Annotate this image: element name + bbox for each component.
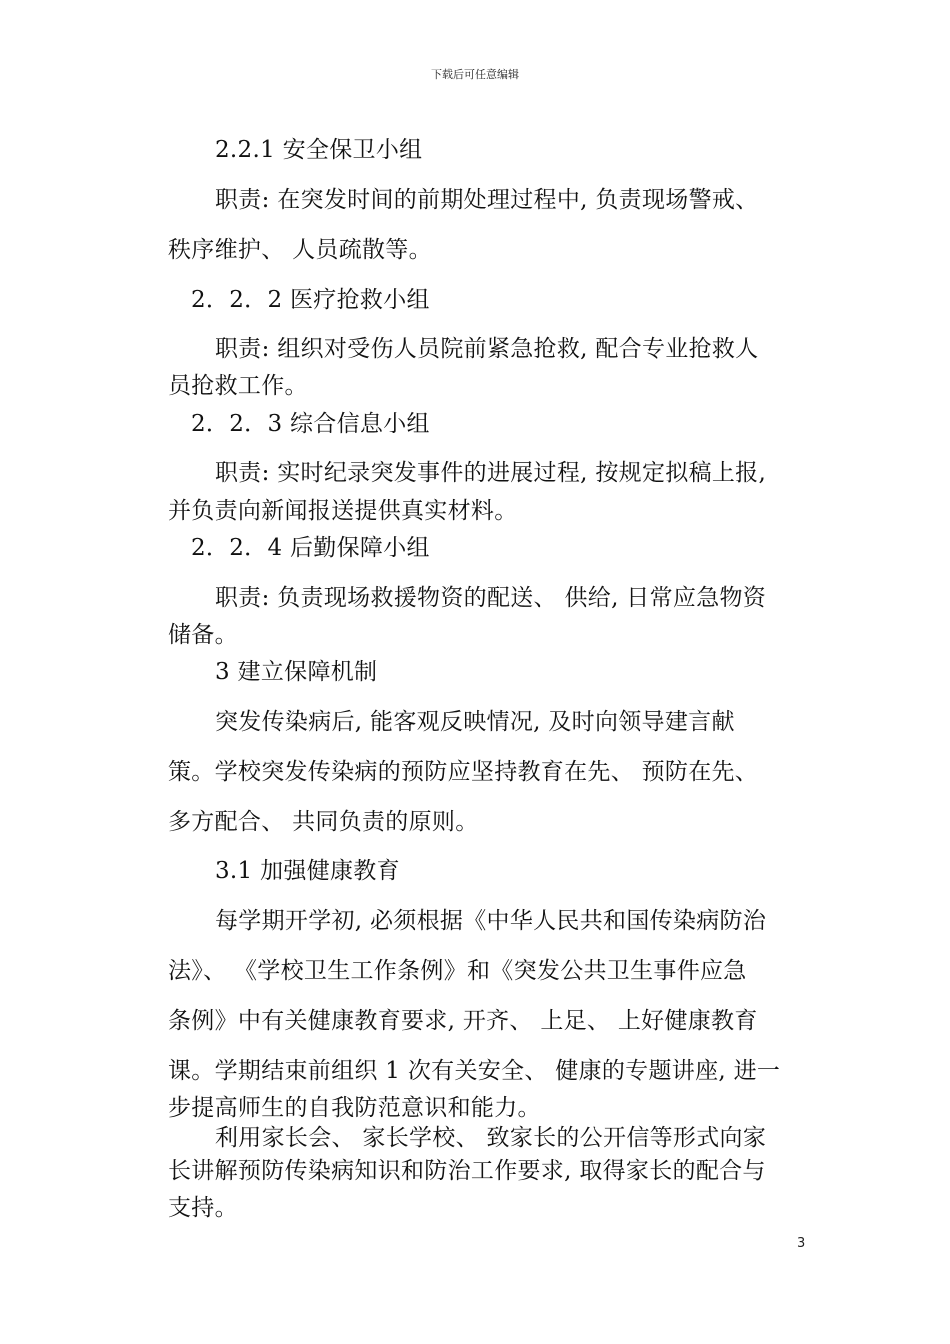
body-line: 职责: 实时纪录突发事件的进展过程, 按规定拟稿上报,: [215, 460, 767, 486]
body-line: 策。学校突发传染病的预防应坚持教育在先、 预防在先、: [168, 759, 759, 785]
section-heading: 2．2．4 后勤保障小组: [191, 535, 430, 561]
page-header-note: 下载后可任意编辑: [431, 68, 519, 81]
body-line: 多方配合、 共同负责的原则。: [168, 809, 479, 835]
body-line: 长讲解预防传染病知识和防治工作要求, 取得家长的配合与: [168, 1158, 766, 1184]
body-line: 职责: 在突发时间的前期处理过程中, 负责现场警戒、: [215, 187, 759, 213]
body-line: 并负责向新闻报送提供真实材料。: [168, 498, 518, 524]
body-line: 支持。: [168, 1195, 238, 1221]
section-heading: 2.2.1 安全保卫小组: [215, 137, 423, 163]
section-heading: 2．2．3 综合信息小组: [191, 411, 430, 437]
body-line: 秩序维护、 人员疏散等。: [168, 237, 432, 263]
body-line: 职责: 组织对受伤人员院前紧急抢救, 配合专业抢救人: [215, 336, 759, 362]
body-line: 条例》中有关健康教育要求, 开齐、 上足、 上好健康教育: [168, 1008, 758, 1034]
body-line: 步提高师生的自我防范意识和能力。: [168, 1095, 541, 1121]
body-line: 储备。: [168, 622, 238, 648]
body-line: 职责: 负责现场救援物资的配送、 供给, 日常应急物资: [215, 585, 767, 611]
body-line: 员抢救工作。: [168, 373, 308, 399]
body-line: 课。学期结束前组织 1 次有关安全、 健康的专题讲座, 进一: [168, 1058, 781, 1084]
body-line: 突发传染病后, 能客观反映情况, 及时向领导建言献: [215, 709, 735, 735]
section-heading: 2．2．2 医疗抢救小组: [191, 287, 430, 313]
body-line: 每学期开学初, 必须根据《中华人民共和国传染病防治: [215, 908, 767, 934]
body-line: 法》、 《学校卫生工作条例》和《突发公共卫生事件应急: [168, 958, 747, 984]
section-heading: 3 建立保障机制: [215, 659, 378, 685]
page-number: 3: [797, 1236, 806, 1251]
body-line: 利用家长会、 家长学校、 致家长的公开信等形式向家: [215, 1125, 767, 1151]
section-heading: 3.1 加强健康教育: [215, 858, 400, 884]
